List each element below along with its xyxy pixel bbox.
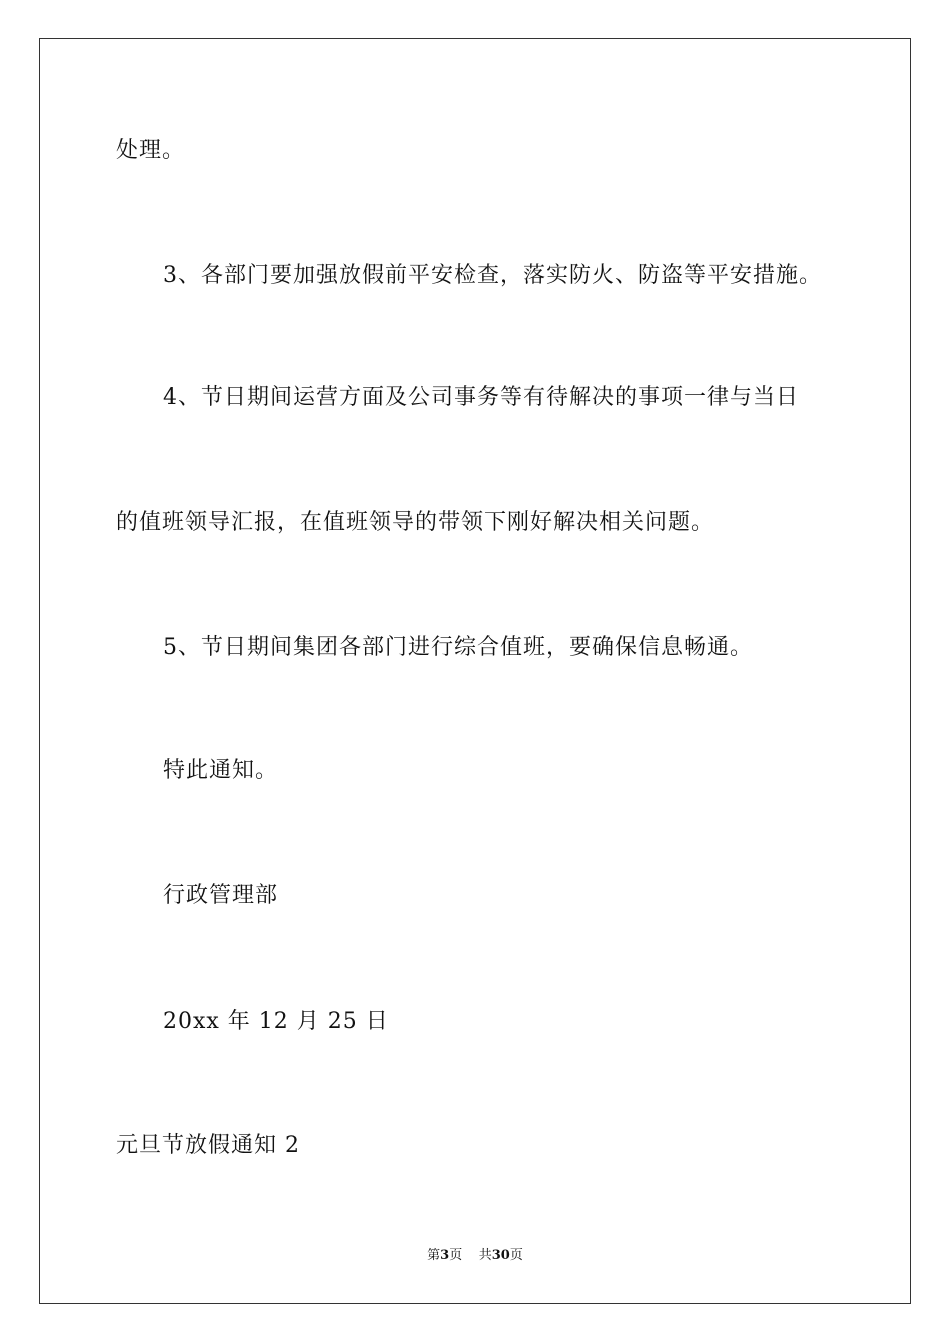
- text-line: 行政管理部: [163, 883, 279, 908]
- footer-total-suffix: 页: [509, 1248, 523, 1263]
- text-line: 的值班领导汇报，在值班领导的带领下刚好解决相关问题。: [116, 510, 715, 535]
- footer-page-suffix: 页: [449, 1248, 463, 1263]
- page-frame: [39, 38, 911, 1304]
- footer-total-prefix: 共: [478, 1248, 492, 1263]
- text-line: 特此通知。: [163, 758, 279, 783]
- footer-prefix: 第: [427, 1248, 441, 1263]
- footer-page-number: 3: [440, 1248, 450, 1263]
- page-footer: [0, 1247, 950, 1265]
- text-line: 3、各部门要加强放假前平安检查，落实防火、防盗等平安措施。: [163, 263, 822, 288]
- text-line: 4、节日期间运营方面及公司事务等有待解决的事项一律与当日: [163, 385, 799, 410]
- text-line: 5、节日期间集团各部门进行综合值班，要确保信息畅通。: [163, 635, 753, 660]
- footer-total-pages: 30: [491, 1248, 510, 1263]
- date-line: 20xx 年 12 月 25 日: [163, 1009, 389, 1034]
- heading-line: 元旦节放假通知 2: [116, 1133, 300, 1158]
- text-line: 处理。: [116, 138, 186, 163]
